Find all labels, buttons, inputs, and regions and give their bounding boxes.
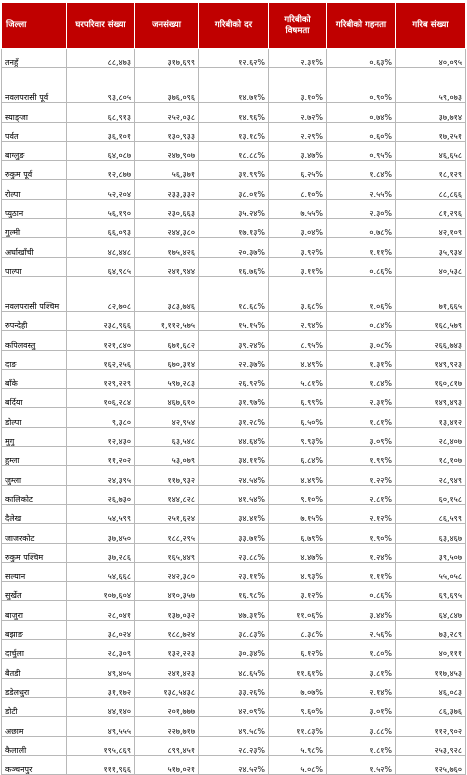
households-cell: ८८,४७३	[67, 49, 135, 68]
households-cell: ३७,४५०	[67, 524, 135, 543]
population-cell: २५२,०३८	[135, 103, 199, 122]
district-cell: डोटी	[2, 697, 67, 716]
poverty-gap-cell: ६.२५%	[269, 161, 327, 180]
district-cell: तनहुँ	[2, 49, 67, 68]
poverty-gap-cell: ११.६१%	[269, 659, 327, 678]
poverty-gap-cell: ८.१०%	[269, 180, 327, 199]
households-cell: १६२,२५६	[67, 350, 135, 369]
households-cell: २३८,९६६	[67, 311, 135, 330]
population-cell: २३३,३३२	[135, 180, 199, 199]
poverty-severity-cell: ०.८४%	[327, 311, 396, 330]
poverty-gap-cell: २.९४%	[269, 311, 327, 330]
poverty-rate-cell: ३३.२६%	[199, 678, 269, 697]
households-cell: ५४,५९९	[67, 504, 135, 523]
poverty-severity-cell: २.८१%	[327, 485, 396, 504]
poverty-severity-cell: ३.०८%	[327, 331, 396, 350]
poverty-severity-cell: २.३०%	[327, 199, 396, 218]
households-cell: ९,३८०	[67, 408, 135, 427]
table-row	[2, 122, 466, 141]
poverty-gap-cell: ५.९८%	[269, 736, 327, 755]
table-row	[2, 447, 466, 466]
table-row	[2, 659, 466, 678]
poor-count-cell: ३९,५०७	[396, 543, 466, 562]
poverty-gap-cell: ३.४७%	[269, 141, 327, 160]
district-cell: बाँके	[2, 369, 67, 388]
header-district: जिल्ला	[2, 3, 67, 49]
poverty-rate-cell: २६.९२%	[199, 369, 269, 388]
table-row	[2, 238, 466, 257]
poverty-gap-cell: ११.०६%	[269, 601, 327, 620]
poverty-rate-cell: ४७.३१%	[199, 601, 269, 620]
district-cell: नवलपरासी पूर्व	[2, 68, 67, 103]
poor-count-cell: ८१,२९६	[396, 199, 466, 218]
poverty-severity-cell: २.३१%	[327, 389, 396, 408]
population-cell: ६७०,३१४	[135, 350, 199, 369]
district-cell: बाजुरा	[2, 601, 67, 620]
table-row	[2, 640, 466, 659]
table-row	[2, 504, 466, 523]
poor-count-cell: ८८,८६६	[396, 180, 466, 199]
population-cell: ६७१,६८२	[135, 331, 199, 350]
poverty-gap-cell: ३.१२%	[269, 582, 327, 601]
households-cell: ११,२०२	[67, 447, 135, 466]
poverty-gap-cell: ७.५५%	[269, 199, 327, 218]
table-row	[2, 717, 466, 736]
poor-count-cell: १७,२५१	[396, 122, 466, 141]
poverty-gap-cell: २.३१%	[269, 49, 327, 68]
poverty-gap-cell: ४.४७%	[269, 543, 327, 562]
poverty-rate-cell: १३.१८%	[199, 122, 269, 141]
poverty-rate-cell: ३०.३४%	[199, 640, 269, 659]
population-cell: १३०,९३३	[135, 122, 199, 141]
households-cell: ३८,०२४	[67, 620, 135, 639]
poor-count-cell: १८,१२९	[396, 161, 466, 180]
poverty-severity-cell: ३.४४%	[327, 601, 396, 620]
poverty-severity-cell: १.११%	[327, 562, 396, 581]
table-row	[2, 219, 466, 238]
district-cell: बैतडी	[2, 659, 67, 678]
households-cell: ३७,२८६	[67, 543, 135, 562]
poverty-gap-cell: ९.१०%	[269, 485, 327, 504]
poverty-severity-cell: ३.०९%	[327, 427, 396, 446]
district-cell: कपिलवस्तु	[2, 331, 67, 350]
table-row	[2, 485, 466, 504]
poverty-rate-cell: १४.७१%	[199, 68, 269, 103]
district-cell: कैलाली	[2, 736, 67, 755]
poverty-gap-cell: २.७२%	[269, 103, 327, 122]
households-cell: २४,३९५	[67, 466, 135, 485]
district-cell: दाङ	[2, 350, 67, 369]
poverty-severity-cell: १.८०%	[327, 640, 396, 659]
households-cell: ५४,६६८	[67, 562, 135, 581]
table-row	[2, 524, 466, 543]
table-row	[2, 68, 466, 103]
poverty-rate-cell: २२.३७%	[199, 350, 269, 369]
district-cell: पर्वत	[2, 122, 67, 141]
poverty-rate-cell: ४४.६४%	[199, 427, 269, 446]
district-cell: स्याङ्जा	[2, 103, 67, 122]
poverty-severity-cell: ०.८६%	[327, 257, 396, 276]
poverty-severity-cell: २.५५%	[327, 180, 396, 199]
table-row	[2, 466, 466, 485]
district-cell: मुगु	[2, 427, 67, 446]
poverty-rate-cell: ४८.६५%	[199, 659, 269, 678]
poor-count-cell: १८,१०७	[396, 447, 466, 466]
district-cell: अछाम	[2, 717, 67, 736]
poor-count-cell: ४६,६५८	[396, 141, 466, 160]
poverty-severity-cell: ३.८८%	[327, 717, 396, 736]
table-row	[2, 141, 466, 160]
households-cell: ६६,०९३	[67, 219, 135, 238]
district-cell: रुकुम पश्चिम	[2, 543, 67, 562]
district-cell: अर्घाखाँची	[2, 238, 67, 257]
poverty-gap-cell: ६.७९%	[269, 524, 327, 543]
poverty-rate-cell: २३.८८%	[199, 543, 269, 562]
poor-count-cell: ३७,७१४	[396, 103, 466, 122]
population-cell: १,११२,५७५	[135, 311, 199, 330]
table-row	[2, 427, 466, 446]
households-cell: १२१,८४०	[67, 331, 135, 350]
poverty-severity-cell: २.१२%	[327, 504, 396, 523]
table-row	[2, 582, 466, 601]
population-cell: १३८,५४३८	[135, 678, 199, 697]
households-cell: ४९,४०५	[67, 659, 135, 678]
poverty-gap-cell: ४.४९%	[269, 350, 327, 369]
poverty-rate-cell: २८.२३%	[199, 736, 269, 755]
poverty-severity-cell: १.८१%	[327, 408, 396, 427]
households-cell: ६८,९१३	[67, 103, 135, 122]
population-cell: १७५,४२६	[135, 238, 199, 257]
poverty-severity-cell: ०.७४%	[327, 103, 396, 122]
poverty-gap-cell: ३.०४%	[269, 219, 327, 238]
population-cell: ५६,३७१	[135, 161, 199, 180]
district-cell: पाल्पा	[2, 257, 67, 276]
poor-count-cell: ४०,१११	[396, 640, 466, 659]
poverty-rate-cell: ३३.७१%	[199, 524, 269, 543]
households-cell: ३१,१७२	[67, 678, 135, 697]
poor-count-cell: ६४,८४७	[396, 601, 466, 620]
poverty-rate-cell: ३९.२४%	[199, 331, 269, 350]
poverty-rate-cell: ३१.९७%	[199, 389, 269, 408]
poverty-rate-cell: ३८.०१%	[199, 180, 269, 199]
poverty-severity-cell: १.२२%	[327, 466, 396, 485]
table-row	[2, 697, 466, 716]
poverty-gap-cell: २.२९%	[269, 122, 327, 141]
poor-count-cell: १४९,४९३	[396, 389, 466, 408]
households-cell: ९३,८०५	[67, 68, 135, 103]
population-cell: ६३,५४८	[135, 427, 199, 446]
households-cell: ४८,४४८	[67, 238, 135, 257]
population-cell: २३०,६६३	[135, 199, 199, 218]
poor-count-cell: ७१,६६५	[396, 276, 466, 311]
poor-count-cell: २८,९४९	[396, 466, 466, 485]
poverty-rate-cell: १७.१३%	[199, 219, 269, 238]
population-cell: १६५,४४९	[135, 543, 199, 562]
poverty-gap-cell: ७.०७%	[269, 678, 327, 697]
poverty-gap-cell: ३.६८%	[269, 276, 327, 311]
poverty-rate-cell: २४.५२%	[199, 755, 269, 774]
households-cell: १०६,२८४	[67, 389, 135, 408]
poor-count-cell: ८६,५९९	[396, 504, 466, 523]
district-cell: रुपन्देही	[2, 311, 67, 330]
households-cell: १११,९६६	[67, 755, 135, 774]
poverty-rate-cell: ३५.२४%	[199, 199, 269, 218]
poverty-severity-cell: १.९०%	[327, 524, 396, 543]
households-cell: ४९,५५५	[67, 717, 135, 736]
poor-count-cell: ११२,९०२	[396, 717, 466, 736]
poor-count-cell: ८६,३७६	[396, 697, 466, 716]
population-cell: १४४,८२८	[135, 485, 199, 504]
poverty-gap-cell: ७.१५%	[269, 504, 327, 523]
table-row	[2, 408, 466, 427]
table-row	[2, 161, 466, 180]
population-cell: ३८३,७४६	[135, 276, 199, 311]
poor-count-cell: ४०,०९५	[396, 49, 466, 68]
poverty-severity-cell: १.८४%	[327, 369, 396, 388]
households-cell: १२,८७७	[67, 161, 135, 180]
district-cell: कञ्चनपुर	[2, 755, 67, 774]
households-cell: २८,०४१	[67, 601, 135, 620]
poverty-severity-cell: १.०६%	[327, 276, 396, 311]
poor-count-cell: १६०,८१७	[396, 369, 466, 388]
table-row	[2, 736, 466, 755]
poverty-severity-cell: १.८१%	[327, 736, 396, 755]
poor-count-cell: ५५,०५८	[396, 562, 466, 581]
header-poverty-severity: गरिबीको गहनता	[327, 3, 396, 49]
poverty-gap-cell: ६.९९%	[269, 389, 327, 408]
population-cell: १८८,७२४	[135, 620, 199, 639]
households-cell: १२,४३०	[67, 427, 135, 446]
poverty-gap-cell: ३.९२%	[269, 238, 327, 257]
district-cell: दार्चुला	[2, 640, 67, 659]
poverty-rate-cell: ३४.११%	[199, 447, 269, 466]
households-cell: ३६,१०१	[67, 122, 135, 141]
households-cell: १०७,६०४	[67, 582, 135, 601]
poor-count-cell: ५९,०७३	[396, 68, 466, 103]
district-cell: जुम्ला	[2, 466, 67, 485]
table-header	[2, 3, 466, 49]
district-cell: सुर्खेत	[2, 582, 67, 601]
poverty-rate-cell: १६.७६%	[199, 257, 269, 276]
poverty-rate-cell: ३८.८३%	[199, 620, 269, 639]
poverty-rate-cell: १८.८८%	[199, 141, 269, 160]
poverty-gap-cell: ९.९३%	[269, 427, 327, 446]
table-row	[2, 678, 466, 697]
households-cell: ४४,१४०	[67, 697, 135, 716]
poor-count-cell: १४९,९२३	[396, 350, 466, 369]
district-cell: बर्दिया	[2, 389, 67, 408]
table-row	[2, 257, 466, 276]
poverty-severity-cell: ०.९५%	[327, 141, 396, 160]
population-cell: २४१,४२३	[135, 659, 199, 678]
district-cell: दैलेख	[2, 504, 67, 523]
poverty-severity-cell: ३.८१%	[327, 659, 396, 678]
poverty-severity-cell: २.१४%	[327, 678, 396, 697]
poverty-severity-cell: १.९९%	[327, 447, 396, 466]
district-cell: रोल्पा	[2, 180, 67, 199]
poverty-rate-cell: १६.९८%	[199, 582, 269, 601]
poor-count-cell: २६६,७४३	[396, 331, 466, 350]
poverty-rate-cell: १८.६८%	[199, 276, 269, 311]
district-cell: बझाङ	[2, 620, 67, 639]
poverty-rate-cell: २३.११%	[199, 562, 269, 581]
population-cell: १३७,०३२	[135, 601, 199, 620]
population-cell: १३२,२२३	[135, 640, 199, 659]
households-cell: १९५,८६९	[67, 736, 135, 755]
poverty-gap-cell: ५.०८%	[269, 755, 327, 774]
poverty-rate-cell: ३१.९९%	[199, 161, 269, 180]
population-cell: ११७,९३२	[135, 466, 199, 485]
poverty-gap-cell: ४.९३%	[269, 562, 327, 581]
table-row	[2, 755, 466, 774]
poor-count-cell: २५३,९२८	[396, 736, 466, 755]
households-cell: २८,३०९	[67, 640, 135, 659]
households-cell: ५२,२०४	[67, 180, 135, 199]
population-cell: २४४,३८०	[135, 219, 199, 238]
population-cell: ५१७,०२१	[135, 755, 199, 774]
table-row	[2, 543, 466, 562]
poor-count-cell: १२५,७६०	[396, 755, 466, 774]
poor-count-cell: ३५,९३४	[396, 238, 466, 257]
population-cell: २४१,९४४	[135, 257, 199, 276]
population-cell: २४७,९०७	[135, 141, 199, 160]
population-cell: ४६७,६१०	[135, 389, 199, 408]
poverty-gap-cell: ६.५०%	[269, 408, 327, 427]
poverty-gap-cell: ६.८४%	[269, 447, 327, 466]
poor-count-cell: २८,४०७	[396, 427, 466, 446]
table-row	[2, 180, 466, 199]
poverty-gap-cell: ३.११%	[269, 257, 327, 276]
poverty-rate-cell: ४९.५८%	[199, 717, 269, 736]
poor-count-cell: ६३,४६७	[396, 524, 466, 543]
poverty-severity-cell: ३.०१%	[327, 697, 396, 716]
header-population: जनसंख्या	[135, 3, 199, 49]
poverty-gap-cell: ६.१२%	[269, 640, 327, 659]
households-cell: २६,७३०	[67, 485, 135, 504]
poverty-rate-cell: १४.९६%	[199, 103, 269, 122]
poor-count-cell: ४२,१०९	[396, 219, 466, 238]
population-cell: १८८,२९५	[135, 524, 199, 543]
header-poverty-rate: गरिबीको दर	[199, 3, 269, 49]
district-cell: प्युठान	[2, 199, 67, 218]
population-cell: ५९७,२८३	[135, 369, 199, 388]
poverty-rate-cell: १५.१५%	[199, 311, 269, 330]
poverty-severity-cell: १.३१%	[327, 350, 396, 369]
poor-count-cell: ६९,६९५	[396, 582, 466, 601]
poor-count-cell: ४६,०८३	[396, 678, 466, 697]
poverty-gap-cell: ४.४९%	[269, 466, 327, 485]
poverty-severity-cell: ०.८६%	[327, 582, 396, 601]
poverty-rate-cell: १२.६२%	[199, 49, 269, 68]
poor-count-cell: १३,४१२	[396, 408, 466, 427]
poverty-severity-cell: १.११%	[327, 238, 396, 257]
table-row	[2, 562, 466, 581]
population-cell: ३१७,६९९	[135, 49, 199, 68]
population-cell: ४२,९५४	[135, 408, 199, 427]
poverty-severity-cell: १.८४%	[327, 161, 396, 180]
population-cell: ४१०,३५७	[135, 582, 199, 601]
households-cell: १२९,२२९	[67, 369, 135, 388]
population-cell: ८९९,४५१	[135, 736, 199, 755]
table-body	[2, 49, 466, 775]
poverty-gap-cell: ८.९५%	[269, 331, 327, 350]
poverty-severity-cell: ०.९०%	[327, 68, 396, 103]
poverty-rate-cell: ३१.२८%	[199, 408, 269, 427]
poor-count-cell: १६८,५७९	[396, 311, 466, 330]
poverty-rate-cell: ४१.५४%	[199, 485, 269, 504]
header-households: घरपरिवार संख्या	[67, 3, 135, 49]
population-cell: २०१,७७७	[135, 697, 199, 716]
district-cell: सल्यान	[2, 562, 67, 581]
population-cell: ५३,०७९	[135, 447, 199, 466]
population-cell: २४२,३८०	[135, 562, 199, 581]
poor-count-cell: ११७,४५३	[396, 659, 466, 678]
poverty-severity-cell: १.५२%	[327, 755, 396, 774]
district-cell: हुम्ला	[2, 447, 67, 466]
poor-count-cell: ४०,५३८	[396, 257, 466, 276]
households-cell: ६४,९८५	[67, 257, 135, 276]
district-cell: डोल्पा	[2, 408, 67, 427]
district-cell: गुल्मी	[2, 219, 67, 238]
district-cell: डडेलधुरा	[2, 678, 67, 697]
poverty-rate-cell: ३४.४१%	[199, 504, 269, 523]
poor-count-cell: ७३,२८९	[396, 620, 466, 639]
poverty-gap-cell: ११.८३%	[269, 717, 327, 736]
table-row	[2, 276, 466, 311]
table-row	[2, 331, 466, 350]
poverty-gap-cell: ३.१०%	[269, 68, 327, 103]
table-row	[2, 49, 466, 68]
table-row	[2, 389, 466, 408]
table-row	[2, 620, 466, 639]
table-row	[2, 369, 466, 388]
table-row	[2, 601, 466, 620]
poverty-gap-cell: ५.८१%	[269, 369, 327, 388]
population-cell: २२७,७१७	[135, 717, 199, 736]
population-cell: ३७६,०९६	[135, 68, 199, 103]
table-row	[2, 199, 466, 218]
poverty-rate-cell: २०.३७%	[199, 238, 269, 257]
table-row	[2, 103, 466, 122]
header-poor-count: गरिब संख्या	[396, 3, 466, 49]
population-cell: २५१,६२४	[135, 504, 199, 523]
households-cell: ८२,७०८	[67, 276, 135, 311]
district-cell: नवलपरासी पश्चिम	[2, 276, 67, 311]
poverty-rate-cell: २४.५४%	[199, 466, 269, 485]
poverty-severity-cell: ०.७८%	[327, 219, 396, 238]
poverty-severity-cell: ०.६३%	[327, 49, 396, 68]
poverty-gap-cell: ९.६०%	[269, 697, 327, 716]
district-cell: बाग्लुङ	[2, 141, 67, 160]
poverty-severity-cell: २.५६%	[327, 620, 396, 639]
district-cell: कालिकोट	[2, 485, 67, 504]
district-cell: जाजरकोट	[2, 524, 67, 543]
poverty-severity-cell: १.२४%	[327, 543, 396, 562]
households-cell: ५६,१९०	[67, 199, 135, 218]
households-cell: ६४,०८७	[67, 141, 135, 160]
poor-count-cell: ६०,१५८	[396, 485, 466, 504]
poverty-rate-cell: ४२.०९%	[199, 697, 269, 716]
district-cell: रुकुम पूर्व	[2, 161, 67, 180]
poverty-gap-cell: ८.३८%	[269, 620, 327, 639]
table-row	[2, 311, 466, 330]
poverty-severity-cell: ०.६०%	[327, 122, 396, 141]
table-row	[2, 350, 466, 369]
header-poverty-gap: गरिबीको विषमता	[269, 3, 327, 49]
poverty-table	[1, 2, 466, 775]
